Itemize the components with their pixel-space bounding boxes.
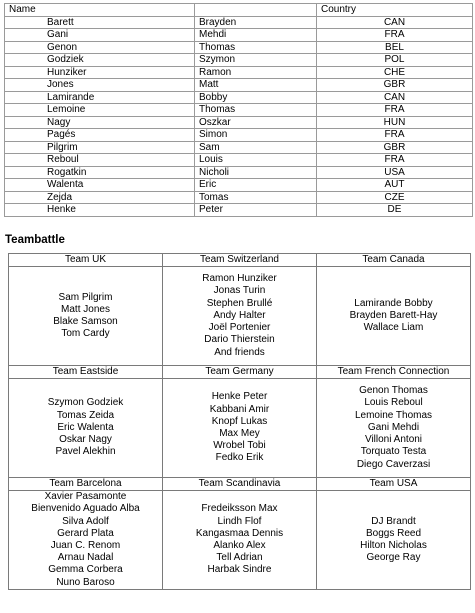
team-member: Harbak Sindre [207,564,272,576]
participant-row [5,204,473,217]
team-member: Silva Adolf [62,515,109,527]
teambattle-heading: Teambattle [5,234,65,246]
team-member: Pavel Alekhin [55,446,116,458]
participant-first-name: Louis [195,154,317,167]
team-member: Fedko Erik [215,452,264,464]
team-member: Arnau Nadal [57,552,114,564]
team-members [317,379,471,478]
participant-country: CZE [317,191,473,204]
team-member: Wallace Liam [363,322,424,334]
participant-row [5,179,473,192]
teams-table [8,253,471,590]
participant-last-name: Pagés [5,129,195,142]
participant-first-name: Thomas [195,41,317,54]
team-member: Kabbani Amir [209,403,270,415]
team-member: Torquato Testa [360,446,427,458]
participant-last-name: Hunziker [5,66,195,79]
team-members [9,379,163,478]
participant-country: CAN [317,91,473,104]
participant-first-name: Peter [195,204,317,217]
team-name: Team Germany [163,366,317,379]
participant-first-name: Sam [195,141,317,154]
team-name: Team USA [317,478,471,491]
name-column-header: Name [5,4,195,17]
participant-row [5,91,473,104]
participant-first-name: Eric [195,179,317,192]
participant-last-name: Godziek [5,54,195,67]
team-member: DJ Brandt [371,515,416,527]
team-member: Szymon Godziek [47,397,124,409]
participant-row [5,154,473,167]
participant-row [5,41,473,54]
team-members [9,491,163,590]
participant-row [5,141,473,154]
team-member: Villoni Antoni [364,434,423,446]
team-members [317,491,471,590]
team-member: Brayden Barett-Hay [349,309,438,321]
participant-country: GBR [317,141,473,154]
team-members [163,491,317,590]
team-name: Team French Connection [317,366,471,379]
team-members [163,267,317,366]
participant-last-name: Henke [5,204,195,217]
team-member: Jonas Turin [213,285,266,297]
participant-last-name: Barett [5,16,195,29]
participant-last-name: Genon [5,41,195,54]
participant-first-name: Brayden [195,16,317,29]
team-member: Gani Mehdi [367,421,420,433]
team-member: George Ray [366,552,421,564]
team-member: Joël Portenier [208,322,271,334]
team-member: Henke Peter [211,391,268,403]
participant-last-name: Rogatkin [5,166,195,179]
team-member: Tell Adrian [216,552,263,564]
participant-last-name: Nagy [5,116,195,129]
team-member: Wrobel Tobi [213,440,266,452]
participant-row [5,129,473,142]
team-member: Kangasmaa Dennis [195,527,284,539]
team-member: Lemoine Thomas [354,409,433,421]
team-member: Dario Thierstein [204,334,275,346]
team-member: Gemma Corbera [48,564,123,576]
participant-first-name: Simon [195,129,317,142]
participant-first-name: Tomas [195,191,317,204]
team-member: Tom Cardy [61,328,110,340]
team-member: Genon Thomas [359,385,428,397]
team-member: Fredeiksson Max [201,503,278,515]
team-member: Hilton Nicholas [360,540,427,551]
team-members-row [9,379,471,478]
team-member: Lamirande Bobby [354,297,433,309]
participants-body [5,4,473,217]
participant-last-name: Lemoine [5,104,195,117]
team-header-row [9,478,471,491]
participants-table [4,3,473,217]
team-member: Stephen Brullé [206,297,273,309]
participant-row [5,191,473,204]
participant-row [5,29,473,42]
participant-last-name: Gani [5,29,195,42]
participant-first-name: Matt [195,79,317,92]
team-member: Tomas Zeida [56,409,115,421]
participant-first-name: Ramon [195,66,317,79]
team-member: Sam Pilgrim [58,291,113,303]
participant-row [5,104,473,117]
team-member: Andy Halter [213,309,266,321]
participant-last-name: Walenta [5,179,195,192]
participant-country: GBR [317,79,473,92]
team-member: Blake Samson [53,316,118,327]
participant-country: CHE [317,66,473,79]
team-members [9,267,163,366]
team-member: Xavier Pasamonte [44,491,127,503]
team-name: Team Barcelona [9,478,163,491]
team-member: Knopf Lukas [211,415,268,427]
empty-column-header [195,4,317,17]
participant-last-name: Zejda [5,191,195,204]
participant-country: FRA [317,154,473,167]
country-column-header: Country [317,4,473,17]
participant-row [5,79,473,92]
participant-first-name: Thomas [195,104,317,117]
team-name: Team Canada [317,254,471,267]
participant-country: USA [317,166,473,179]
team-member: Gerard Plata [57,527,114,539]
participant-last-name: Reboul [5,154,195,167]
team-name: Team Switzerland [163,254,317,267]
team-members-row [9,491,471,590]
team-name: Team Eastside [9,366,163,379]
team-members [163,379,317,478]
participant-last-name: Jones [5,79,195,92]
participant-row [5,16,473,29]
team-member: Alanko Alex [213,540,266,551]
team-member: Oskar Nagy [59,434,112,446]
participant-row [5,116,473,129]
participant-last-name: Lamirande [5,91,195,104]
team-header-row [9,254,471,267]
team-member: Boggs Reed [365,527,422,539]
team-member: Ramon Hunziker [202,273,277,285]
team-member: Nuno Baroso [56,576,115,588]
participants-header-row [5,4,473,17]
team-member: Louis Reboul [364,397,423,409]
team-member: Eric Walenta [57,421,114,433]
team-header-row [9,366,471,379]
participant-first-name: Bobby [195,91,317,104]
team-name: Team Scandinavia [163,478,317,491]
participant-first-name: Oszkar [195,116,317,129]
team-member: And friends [214,346,265,358]
team-name: Team UK [9,254,163,267]
team-member: Diego Caverzasi [356,458,431,470]
participant-row [5,54,473,67]
participant-last-name: Pilgrim [5,141,195,154]
teams-body [9,254,471,590]
participant-row [5,66,473,79]
team-members [317,267,471,366]
participant-country: POL [317,54,473,67]
participant-country: FRA [317,29,473,42]
team-member: Matt Jones [61,303,110,315]
team-member: Juan C. Renom [50,540,121,551]
participant-country: FRA [317,129,473,142]
participant-country: DE [317,204,473,217]
team-member: Max Mey [219,428,260,439]
team-member: Bienvenido Aguado Alba [31,503,140,515]
team-member: Lindh Flof [217,515,262,527]
participant-first-name: Mehdi [195,29,317,42]
participant-country: BEL [317,41,473,54]
participant-first-name: Nicholi [195,166,317,179]
participant-first-name: Szymon [195,54,317,67]
participant-country: AUT [317,179,473,192]
participant-row [5,166,473,179]
team-members-row [9,267,471,366]
participant-country: FRA [317,104,473,117]
participant-country: HUN [317,116,473,129]
participant-country: CAN [317,16,473,29]
